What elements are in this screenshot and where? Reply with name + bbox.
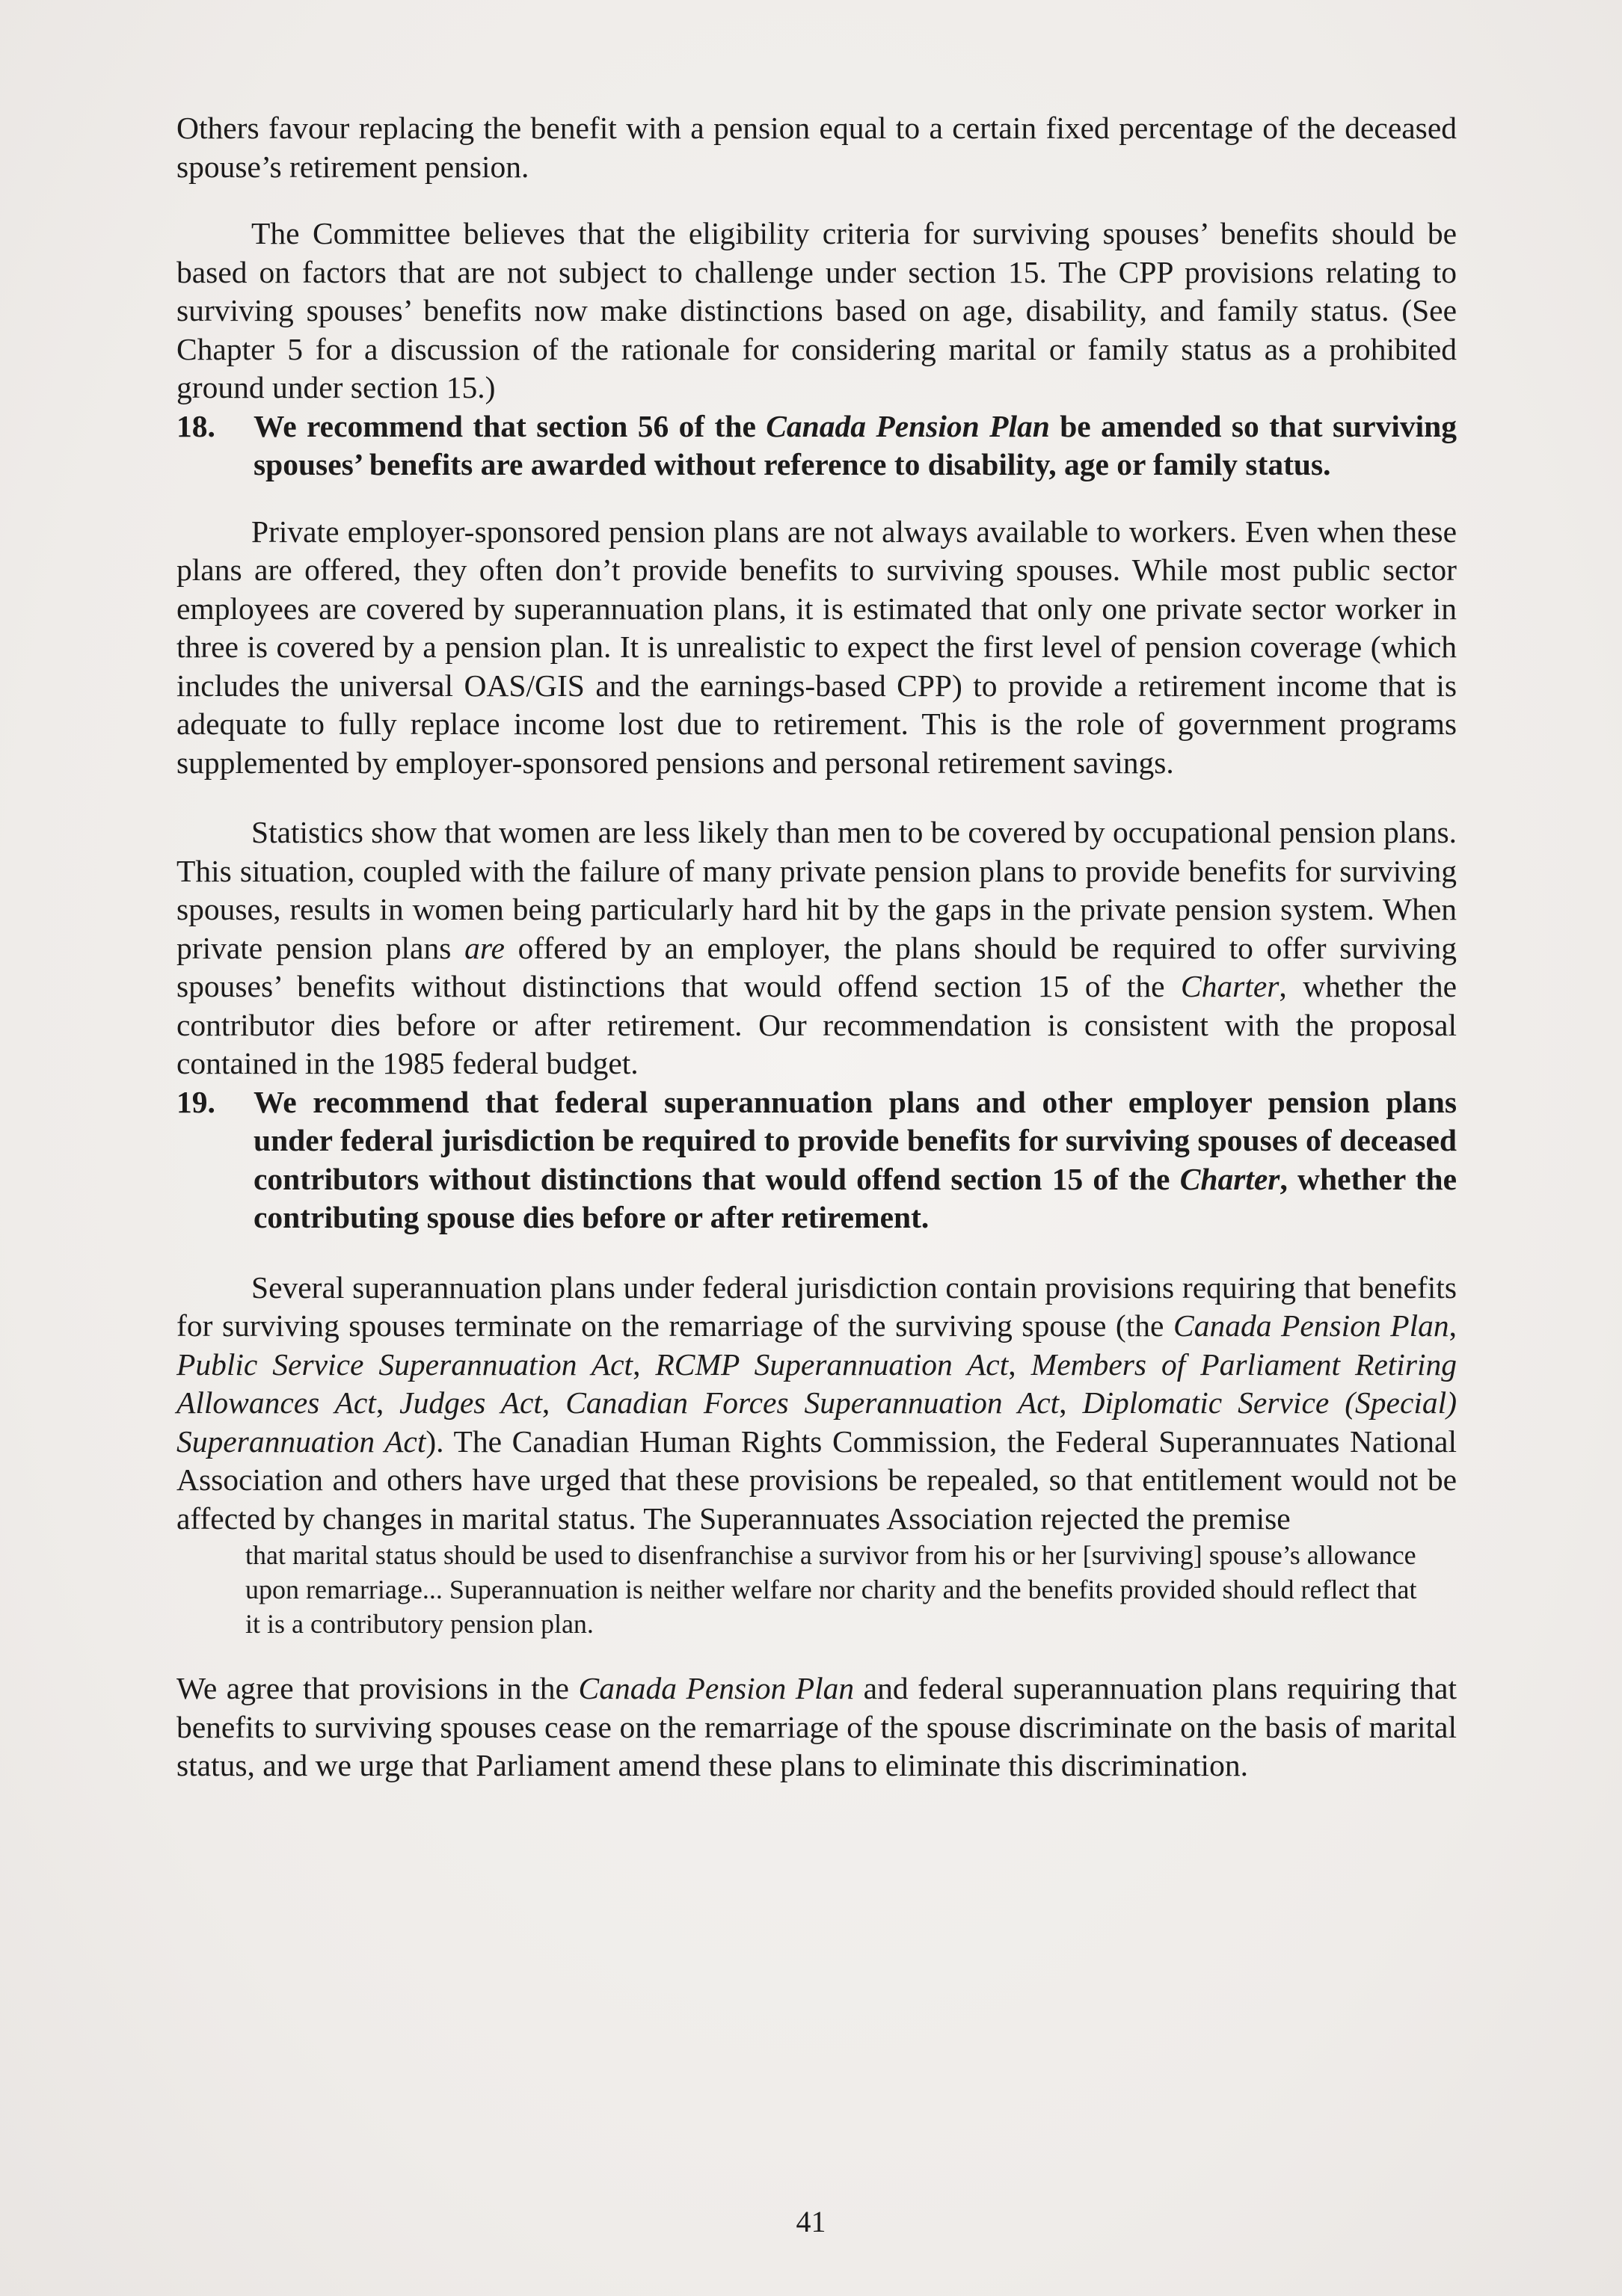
page-number: 41 xyxy=(796,2205,826,2238)
recommendation-number: 18. xyxy=(176,408,215,443)
text-run: and federal superannuation plans requiring that benefits to surviving spouses cease on the remarriage of the spouse discriminate on the basis of marital status, and we urge that Parliament amend these plans to eliminate this discrimination. xyxy=(176,1671,1457,1782)
text-run: , xyxy=(541,1385,566,1420)
text-run: , xyxy=(1008,1346,1031,1382)
recommendation-number: 19. xyxy=(176,1084,215,1119)
recommendation-text: , whether the contributing spouse dies before or after retirement. xyxy=(254,1161,1457,1234)
text-run: offered by an employer, the plans should be required to offer surviving spouses’ benefits without distinctions that would offend section 15 of the xyxy=(176,930,1457,1003)
paragraph-private-plans: Private employer-sponsored pension plans are not always available to workers. Even when these plans are offered, they often don’t provide benefits to surviving spouses. While most public sector employees are covered by superannuation plans, it is estimated that only one private sector worker in three is covered by a pension plan. It is unrealistic to expect the first level of pension coverage (which includes the universal OAS/GIS and the earnings-based CPP) to provide a retirement income that is adequate to fully replace income lost due to retirement. This is the role of government programs supplemented by employer-sponsored pensions and personal retirement savings. xyxy=(176,514,1457,780)
act-title: Diplomatic Service (Special) Superannuation Act xyxy=(176,1385,1457,1459)
charter-title: Charter xyxy=(1180,969,1280,1003)
text-run: , xyxy=(1449,1308,1457,1343)
recommendation-19 xyxy=(176,1083,1457,1237)
text-run: We agree that provisions in the xyxy=(176,1671,579,1705)
text-run: , xyxy=(375,1385,400,1420)
paragraph-conclusion xyxy=(176,1669,1457,1785)
text-run: , xyxy=(633,1346,656,1382)
act-title: Canada Pension Plan xyxy=(1173,1308,1449,1343)
block-quote: that marital status should be used to disenfranchise a survivor from his or her [surviving] spouse’s allowance upon remarriage... Superannuation is neither welfare nor charity and the benefits provided should reflect that it is a contributory pension plan. xyxy=(245,1540,1417,1639)
charter-title: Charter xyxy=(1179,1161,1280,1196)
page-body xyxy=(176,109,1457,1785)
paragraph-superannuation-plans xyxy=(176,1269,1457,1539)
text-run: Statistics show that women are less likely than men to be covered by occupational pension plans. This situation, coupled with the failure of many private pension plans to provide benefits for surviving spouses, results in women being particularly hard hit by the gaps in the private pension system. When private pension plans xyxy=(176,815,1457,965)
recommendation-text: We recommend that federal superannuation plans and other employer pension plans under federal jurisdiction be required to provide benefits for surviving spouses of deceased contributors without distinctions that would offend section 15 of the xyxy=(254,1084,1457,1196)
paragraph-fixed-percentage: Others favour replacing the benefit with a pension equal to a certain fixed percentage of the deceased spouse’s retirement pension. xyxy=(176,111,1457,184)
recommendation-18 xyxy=(176,407,1457,484)
act-title: RCMP Superannuation Act xyxy=(655,1346,1009,1382)
paragraph-statistics-women xyxy=(176,813,1457,1083)
text-run: , xyxy=(1059,1385,1083,1420)
paragraph-eligibility-criteria: The Committee believes that the eligibility criteria for surviving spouses’ benefits should be based on factors that are not subject to challenge under section 15. The CPP provisions relating to surviving spouses’ benefits now make distinctions based on age, disability, and family status. (See Chapter 5 for a discussion of the rationale for considering marital or family status as a prohibited ground under section 15.) xyxy=(176,216,1457,404)
text-run: Several superannuation plans under federal jurisdiction contain provisions requiring that benefits for surviving spouses terminate on the remarriage of the surviving spouse (the xyxy=(176,1269,1457,1343)
act-title: Members of Parliament Retiring Allowances Act xyxy=(176,1346,1457,1420)
recommendation-text: We recommend that section 56 of the xyxy=(254,408,767,443)
act-title: Canada Pension Plan xyxy=(578,1671,855,1705)
recommendation-text: be amended so that surviving spouses’ benefits are awarded without reference to disability, age or family status. xyxy=(254,408,1457,481)
text-run: , whether the contributor dies before or after retirement. Our recommendation is consistent with the proposal contained in the 1985 federal budget. xyxy=(176,969,1457,1080)
act-title: Judges Act xyxy=(399,1385,542,1420)
emphasis: are xyxy=(464,930,505,965)
act-title: Public Service Superannuation Act xyxy=(176,1346,633,1382)
act-title: Canada Pension Plan xyxy=(766,408,1050,443)
text-run: ). The Canadian Human Rights Commission, the Federal Superannuates National Association and others have urged that these provisions be repealed, so that entitlement would not be affected by changes in marital status. The Superannuates Association rejected the premise xyxy=(176,1424,1457,1536)
act-title: Canadian Forces Superannuation Act xyxy=(565,1385,1060,1420)
